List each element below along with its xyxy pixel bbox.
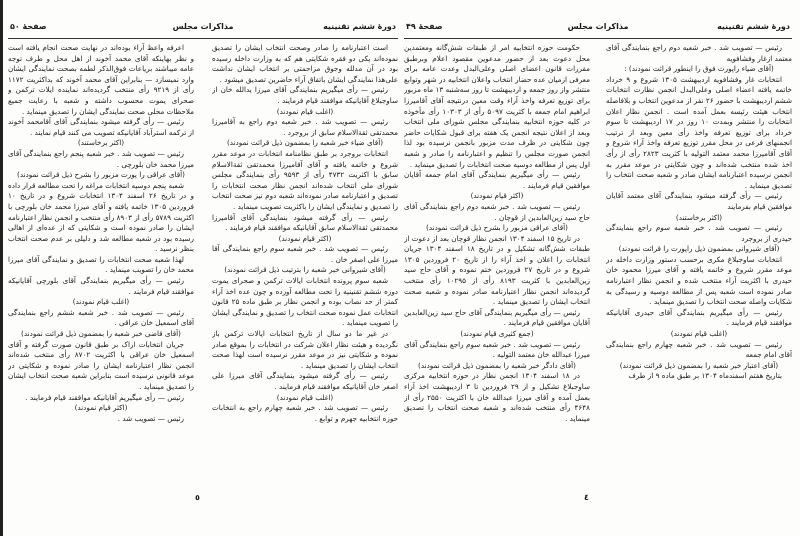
parenthetical-note: (اکثر قیام نمودند) bbox=[470, 191, 524, 201]
text-column-left bbox=[404, 43, 590, 491]
paragraph: لهذا شعبه صحت انتخابات را تصدیق و نمایندگی آقای میرزا محمد خان را تصویب مینماید . bbox=[8, 254, 194, 275]
right-page bbox=[404, 0, 792, 536]
parenthetical-note: (جمع کثیری قیام نمودند) bbox=[460, 329, 534, 339]
parenthetical-note: (آقای عراقی مزبور را بشرح ذیل قرائت نمودند) bbox=[426, 223, 568, 233]
parenthetical-note: (آقای دادگر خبر شعبه را بمضمون ذیل قرائت نمودند) bbox=[418, 360, 576, 370]
left-page bbox=[8, 0, 398, 536]
parenthetical-note: (اکثر برخاستند) bbox=[77, 138, 125, 148]
header-rule bbox=[8, 38, 398, 39]
header-page-label: صفحهٔ ۵۰ bbox=[10, 22, 47, 31]
paragraph: رئیس — تصویب شد . خبر شعبه دوم راجع بنمایندگی آقای حاج سید زین‌العابدین از قوچان . bbox=[404, 201, 590, 222]
paragraph: بتاریخ هفتم اسفندماه ۱۳۰۴ بر طبق ماده ۹ از طرف bbox=[628, 371, 782, 381]
paragraph: رئیس — رأی میگیریم بنمایندگی آقای بلورچی آقایانیکه موافقند قیام فرمایند . bbox=[8, 276, 194, 296]
paragraph: رئیس — رأی میگیریم آقایانیکه موافقند قیام فرمایند . bbox=[25, 392, 184, 402]
page-number: ٥ bbox=[195, 493, 200, 502]
paragraph: رئیس — رأی میگیریم بنمایندگی آقای حاج سید زین‌العابدین آقایان موافقین قیام فرمایند . bbox=[404, 307, 590, 328]
header-title: مذاکرات مجلس bbox=[567, 22, 629, 31]
parenthetical-note: (اغلب قیام نمودند) bbox=[670, 329, 728, 339]
paragraph: انتخابات ساوجبلاغ مکری برحسب دستور وزارت داخله در موعد مقرر شروع و خاتمه یافته و آقای میرزا محمود خان حیدری با اکثریت آراء منتخب شده و انجمن نظار اعتبارنامه صادر نموده است شعبه پس از مطالعه دوسیه و رسیدگی به شکایات واصله صحت انتخاب را تصدیق مینماید . bbox=[606, 254, 792, 307]
paragraph: رئیس — تصویب شد . bbox=[117, 413, 184, 423]
paragraph: رئیس — تصویب شد . خبر شعبه سوم راجع بنمایندگی حیدری از بروجرد bbox=[606, 223, 792, 243]
paragraph: رئیس — رأی میگیریم بنمایندگی آقای حیدری آقایانیکه موافقند قیام فرمایند . bbox=[606, 307, 792, 328]
paragraph: رئیس — تصویب شد . خبر شعبه پنجم راجع بنمایندگی آقای میرزا محمد خان بلورچی . bbox=[8, 148, 194, 169]
parenthetical-note: (اکثر قیام نمودند) bbox=[278, 233, 332, 243]
paragraph: شعبه پنجم دوسیه انتخابات مراغه را تحت مطالعه قرار داده و در تاریخ ۲۶ اسفند ۱۳۰۴ انتخابات شروع و در تاریخ ۱۰ فروردین ۱۳۰۵ خاتمه یافته و آقای میرزا محمد خان بلورچی با اکثریت ۵۷۸۹ رأی از ۸۹۰۳ رأی منتخب و انجمن نظار اعتبارنامه ایشان را صادر نموده است و شکایتی که از عده‌ای از اهالی رسیده بود در شعبه مطالعه شد و دلیلی بر عدم صحت انتخاب بنظر نرسید . bbox=[8, 180, 194, 254]
paragraph: رئیس — رأی میگیریم بنمایندگی آقای میرزا یدالله خان از ساوجبلاغ آقایانیکه موافقند قیام فرمایند . bbox=[212, 85, 398, 105]
paragraph: جریان انتخابات اراک بر طبق قانون صورت گرفته و آقای اسمعیل خان عراقی با اکثریت ۸۷۰۲ رأی منتخب شده‌اند انجمن نظار اعتبارنامه ایشان را صادر نموده و شکایتی در موعد قانونی نرسیده است بنابراین شعبه صحت انتخاب ایشان را تصدیق مینماید . bbox=[8, 339, 194, 391]
text-column-right bbox=[212, 43, 398, 491]
paragraph: رئیس — رأی گرفته میشود بنمایندگی آقای معتمد آقایان موافقین قیام بفرمایند bbox=[606, 191, 792, 211]
text-column-left bbox=[8, 43, 194, 491]
paragraph: شعبه سوم پرونده انتخابات ایالات ترکمن و صحرای یموت دوره ششم تقنینیه را تحت مطالعه آورده و چون عده اخذ آراء کمتر از حد نصاب بوده و انجمن نظار بر طبق ماده ۲۵ قانون انتخابات عمل نموده صحت انتخاب را تصدیق و نمایندگی ایشان را تصویب مینماید . bbox=[212, 276, 398, 328]
parenthetical-note: (آقای اعتبار خبر شعبه را بمضمون ذیل قرائت نمودند) bbox=[619, 360, 779, 370]
parenthetical-note: (آقای قاضی خبر شعبه را بمضمون ذیل قرائت نمودند) bbox=[21, 329, 181, 339]
scan-edge bbox=[0, 0, 3, 536]
paragraph: رئیس — رأی گرفته میشود بنمایندگی آقای میرزا علی اصغر خان آقایانیکه موافقند قیام فرمایند . bbox=[212, 371, 398, 391]
paragraph: انتخابات غار وفشافویه اردیبهشت ۱۳۰۵ شروع و ۹ خرداد خاتمه یافته اعضاء اصلی وعلی‌البدل انجمن نظارت انتخابات ششم اردیبهشت با حضور ۲۶ نفر از مدعوین انتخاب و بلافاصله انتخاب هیئت رئیسه بعمل آمده است . انجمن نظار اعلان انتخابات را منتشر وبمدت ۱۰ روز در ۱۷ اردیبهشت تا سوم خرداد برای توزیع تعرفه واخذ رأی معین وبعد از ترتیب انجمنهای فرعی در محل مقرر توزیع تعرفه واخذ آراء شروع و آقای آقامیرزا محمد معتمد التولیه با کثریت ۲۸۲۳ رأی از رأی اخذ شده منتخب شده‌اند و چون شکایتی در موعد مقرر به انجمن نرسیده اعتبارنامه ایشان صادر و شعبه صحت انتخاب را تصدیق مینماید . bbox=[606, 74, 792, 190]
parenthetical-note: (آقای شیروانی خبر شعبه را بترتیب ذیل قرائت نمودند) bbox=[224, 265, 386, 275]
parenthetical-note: (آقای عراقی را پورت مزبور را بشرح ذیل قرائت نمودند) bbox=[17, 170, 185, 180]
parenthetical-note: (اغلب قیام نمودند) bbox=[276, 106, 334, 116]
page-header bbox=[8, 22, 398, 38]
page-number: ٤ bbox=[584, 493, 589, 502]
header-session: دورهٔ ششم تقنینیه bbox=[323, 22, 396, 31]
parenthetical-note: (اکثر قیام نمودند) bbox=[74, 403, 128, 413]
parenthetical-note: (اغلب قیام نمودند) bbox=[72, 297, 130, 307]
header-page-label: صفحهٔ ۴۹ bbox=[406, 22, 443, 31]
paragraph: رئیس — تصویب شد . خبر شعبه چهارم راجع بنمایندگی آقای امام جمعه bbox=[606, 339, 792, 360]
paragraph: است اعتبارنامه را صادر وصحت انتخاب ایشان را تصدیق نموده‌اند یکی دو فقره شکایتی هم که به وزارت داخله رسیده بود در آن مدلله وجوق مزاحمتی بر انتخاب ایشان نداشت علی‌هذا نمایندگی ایشان باتفاق آراء حاضرین تصدیق میشود . bbox=[212, 43, 398, 84]
header-rule bbox=[404, 38, 792, 39]
paragraph: رئیس — رأی گرفته میشود بنمایندگی آقای آقامحمد آخوند از ترکمه استرآباد آقایانیکه تصویب می کنند قیام نمایند . bbox=[8, 117, 194, 137]
paragraph: رئیس — رأی گرفته میشود بنمایندگی آقای آقامیرزا محمدتقی ثقةالاسلام سابق آقایانیکه موافقند قیام فرمایند . bbox=[212, 212, 398, 233]
parenthetical-note: (آقای ضیاء خبر شعبه را بمضمون ذیل قرائت نمودند) bbox=[226, 138, 383, 148]
paragraph: در غیر ما دو سال از تاریخ انتخابات ایالات ترکمن باز نگردیده و هیئت نظار اعلان شرکت در انتخابات را بموقع صادر نموده و شکایتی نیز در موعد مقرر نرسیده است لهذا صحت انتخاب ایشان را تصدیق مینماید . bbox=[212, 329, 398, 370]
paragraph: رئیس — رأی میگیریم بنمایندگی آقای امام جمعه آقایان موافقین قیام فرمایند . bbox=[404, 170, 590, 190]
parenthetical-note: (اغلب قیام نمودند) bbox=[276, 392, 334, 402]
header-title: مذاکرات مجلس bbox=[172, 22, 234, 31]
paragraph: در ۱۸ اسفند ۱۳۰۴ انجمن نظار در حوزه انتخابیه مرکزی ساوجبلاغ تشکیل و از ۲۹ فروردین تا ۳ اردیبهشت اخذ آراء بعمل آمده و آقای میرزا عبدالله خان با اکثریت ۲۵۵۰ رأی از ۴۶۴۸ رأی منتخب شده‌اند و شعبه صحت انتخاب را تصدیق مینماید . bbox=[404, 371, 590, 423]
parenthetical-note: (آقای شیروانی بمضمون ذیل راپورت را قرائت نمودند) bbox=[618, 244, 780, 254]
parenthetical-note: (اکثر برخاستند) bbox=[675, 212, 723, 222]
paragraph: اعرفه واعظ آراء بوده‌اند در نهایت صحت انجام یافته است و نظر بهاینکه آقای محمد آخوند از اهل محل و طرف توجه عامه میباشند بریاعات فوق‌الذکر لطمه بصحت نمایندگی ایشان وارد نمیسازد — بنابراین آقای محمد آخوند که بداکثریت ۱۱۷۲ رأی از ۹۲۱۹ رأی منتخب گردیده‌اند نماینده ایلات ترکمن و صحرای یموت محسوب داشته و شعبه با رعایت جمیع ملاحظات محلی صحت نمایندگی ایشان را تصدیق مینماید . bbox=[8, 43, 194, 116]
paragraph: رئیس — تصویب شد . خبر شعبه سوم راجع بنمایندگی آقای میرزا عبدالله خان معتمد التولیه . bbox=[404, 339, 590, 360]
paragraph: حکومت حوزه انتخابیه امر از طبقات شش‌گانه ومعتمدین محل دعوت بعد از حضور مدعوین مقصود اعلام وبرطبق مقررات قانون اعضای اصلی وعلی‌البدل وعدت عامه برای معرفی ازمیان عده حضار انتخاب واعلان انتخابیه در شهر وتوابع منتشر واز روز جمعه و اردیبهشت تا روز سه‌شنبه ۱۳ ماه مزبور برای توزیع تعرفه واخذ آراء وقت معین درنتیجه آقای آقامیرزا ابراهیم امام جمعه با کثریت ۵۰۹۷ رأی از ۱۰۳۰۳ رأی مأخوذه در کلیه حوزه انتخابیه بنمایندگی مجلس شورای ملی انتخاب وبعد از اعلان نتیجه انجمن یک هفته برای قبول شکایات حاضر چون شکایتی در ظرف مدت مزبور بانجمن نرسیده بود لذا انجمن صورت مجلس را تنظیم و اعتبارنامه را صادر و شعبه اول پس از مطالعه دوسیه صحت انتخابات را تصدیق مینماید . bbox=[404, 43, 590, 169]
paragraph: انتخابات بروجرد بر طبق نظامنامه انتخابات در موعد مقرر شروع و خاتمه یافته و آقای آقامیرزا محمدتقی ثقةالاسلام سابق با اکثریت ۴۷۳۲ رأی از ۹۵۹۳ رأی بنمایندگی مجلس شورای ملی انتخاب شده‌اند انجمن نظار صحت انتخابات را تصدیق و اعتبارنامه صادر نموده‌اند شعبه دوم نیز صحت انتخاب را تصدیق و نمایندگی ایشان را باکثریت تصویب مینماید . bbox=[212, 148, 398, 211]
paragraph: رئیس — تصویب شد . خبر شعبه دوم راجع بنمایندگی آقای معتمد ازغار وفشافویه bbox=[606, 43, 792, 63]
header-session: دورهٔ ششم تقنینیه bbox=[717, 22, 790, 31]
parenthetical-note: (آقای ضیاء راپورت فوق را اینطور قرائت نمودند) : bbox=[624, 64, 774, 74]
paragraph: رئیس — تصویب شد . خبر شعبه چهارم راجع به انتخابات حوزه انتخابیه جهرم و توابع . bbox=[212, 403, 398, 423]
paragraph: در تاریخ ۱۵ اسفند ۱۳۰۴ انجمن نظار قوچان بعد از دعوت از طبقات شش‌گانه تشکیل و در تاریخ ۱۸ اسفند ۱۳۰۴ جریان انتخابات را اعلان و اخذ آراء را از تاریخ ۲۰ فروردین ۱۳۰۵ شروع و در تاریخ ۲۷ فروردین ختم نموده و آقای حاج سید زین‌العابدین با کثریت ۸۱۹۳ رأی از ۱۰۲۹۵ رأی منتخب گردیده‌اند انجمن نظار اعتبارنامه صادر نموده و شعبه صحت انتخاب ایشان را تصدیق مینماید . bbox=[404, 233, 590, 307]
paragraph: رئیس — تصویب شد . خبر شعبه ششم راجع بنمایندگی آقای اسمعیل خان عراقی . bbox=[8, 307, 194, 328]
paragraph: رئیس — تصویب شد . خبر شعبه دوم راجع به آقامیرزا محمدتقی ثقةالاسلام سابق از بروجرد . bbox=[212, 117, 398, 137]
text-column-right bbox=[606, 43, 792, 491]
paragraph: رئیس — تصویب شد . خبر شعبه سوم راجع بنمایندگی آقا میرزا علی اصغر خان . bbox=[212, 244, 398, 264]
page-header bbox=[404, 22, 792, 38]
